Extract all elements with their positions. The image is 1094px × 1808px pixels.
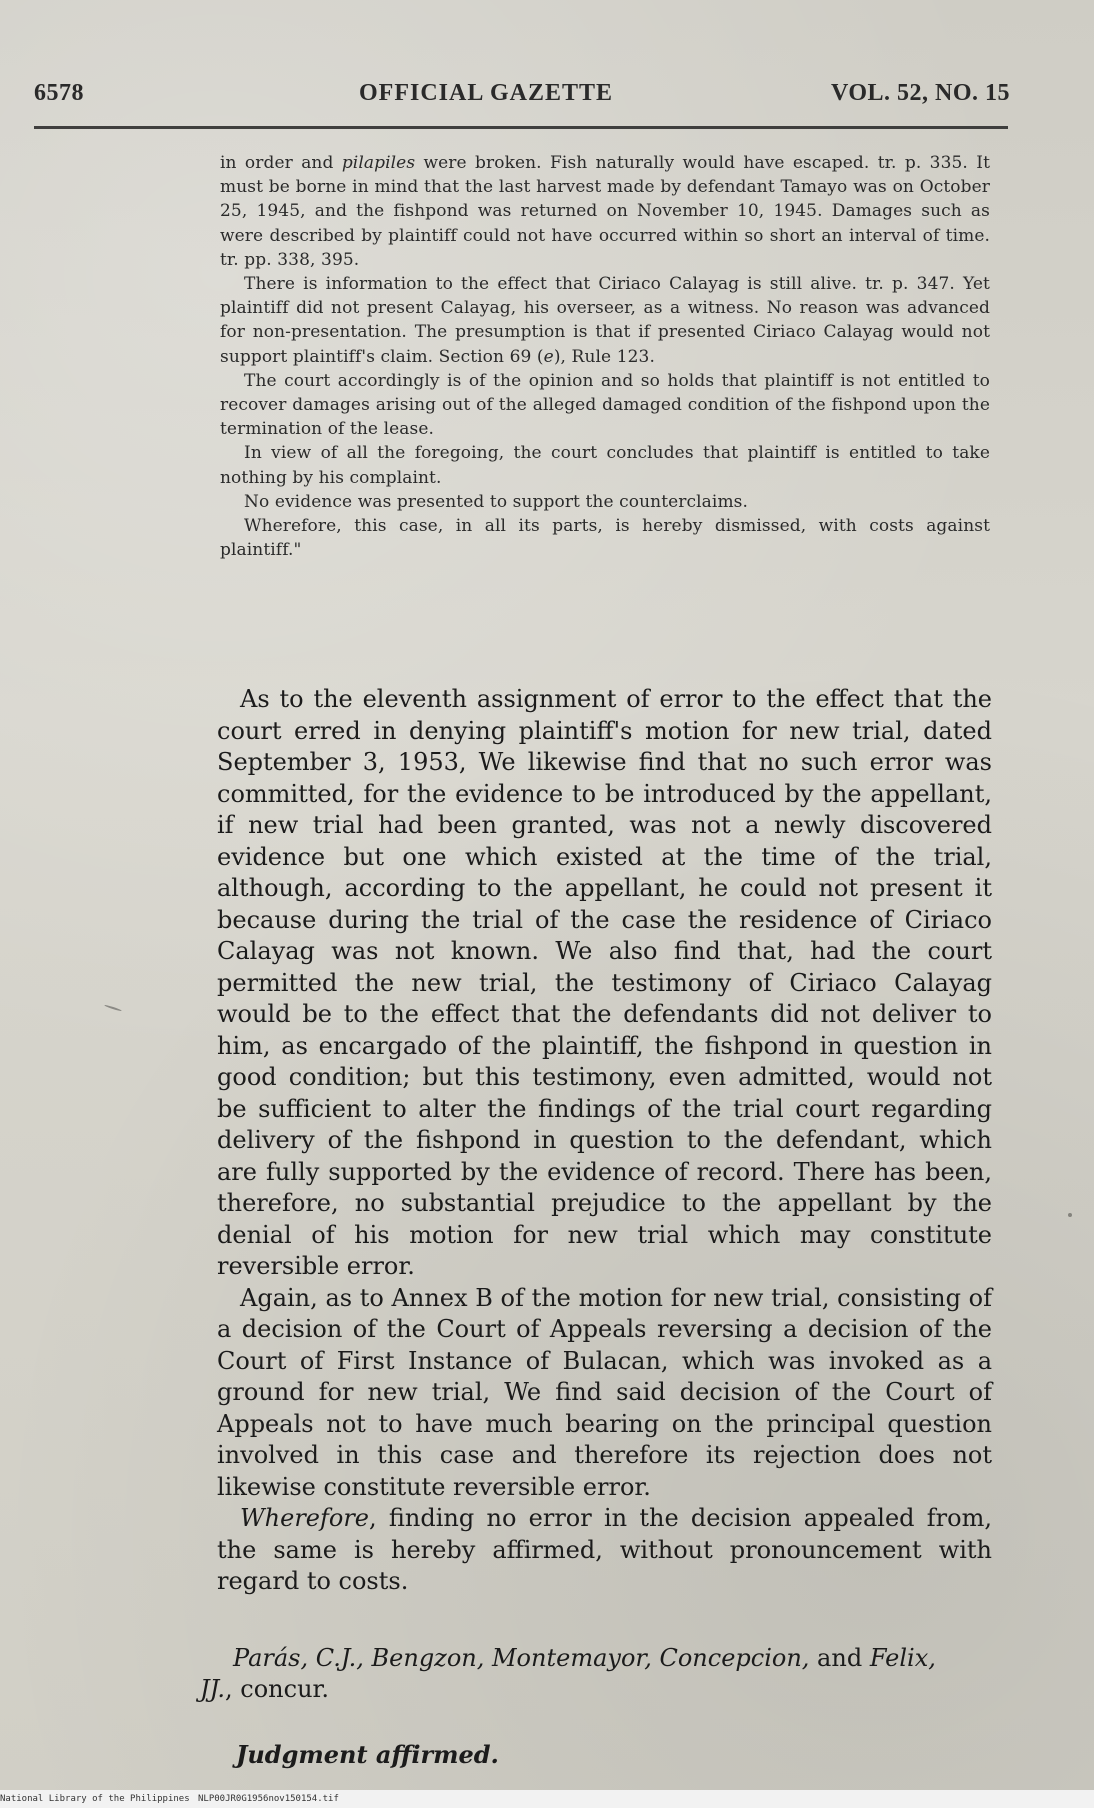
quoted-italic-letter: e: [543, 346, 554, 367]
opinion-paragraph: Again, as to Annex B of the motion for new trial, consisting of a decision of the Court of Appeals reversing a decision of the Court of First Instance of Bulacan, which was invoked as a ground for new trial, We find said decision of the Court of Appeals not to have much bearing on the principal question involved in this case and therefore its rejection does not likewise constitute reversible error.: [217, 1283, 992, 1501]
volume-issue: VOL. 52, NO. 15: [830, 80, 1010, 106]
scan-mark: [1068, 1213, 1072, 1217]
concurring-justices: [200, 1643, 974, 1705]
header-rule: [34, 126, 1008, 129]
quoted-paragraph: In view of all the foregoing, the court concludes that plaintiff is entitled to take nothing by his complaint.: [220, 443, 990, 488]
opinion-body: [217, 684, 992, 1598]
scan-mark: [104, 1004, 122, 1011]
scan-footer: [0, 1790, 1094, 1808]
opinion-paragraph: [217, 1503, 992, 1598]
quoted-paragraph: Wherefore, this case, in all its parts, is hereby dismissed, with costs against plaintiff.": [220, 516, 990, 561]
gazette-title: OFFICIAL GAZETTE: [359, 80, 614, 106]
disposition-text: , finding no error in the decision appealed from, the same is hereby affirmed, without pronouncement with regard to costs.: [217, 1504, 992, 1595]
library-footer-label: National Library of the Philippines: [0, 1794, 190, 1804]
concurrence-connector: and: [809, 1644, 870, 1672]
opinion-paragraph: As to the eleventh assignment of error to the effect that the court erred in denying plaintiff's motion for new trial, dated September 3, 1953, We likewise find that no such error was committed, for the evidence to be introduced by the appellant, if new trial had been granted, was not a newly discovered evidence but one which existed at the time of the trial, although, according to the appellant, he could not present it because during the trial of the case the residence of Ciriaco Calayag was not known. We also find that, had the court permitted the new trial, the testimony of Ciriaco Calayag would be to the effect that the defendants did not deliver to him, as encargado of the plaintiff, the fishpond in question in good condition; but this testimony, even admitted, would not be sufficient to alter the findings of the trial court regarding delivery of the fishpond in question to the defendant, which are fully supported by the evidence of record. There has been, therefore, no substantial prejudice to the appellant by the denial of his motion for new trial which may constitute reversible error.: [217, 685, 992, 1280]
quoted-text: in order and: [220, 153, 342, 173]
quoted-paragraph: [220, 272, 990, 369]
quoted-paragraph: The court accordingly is of the opinion and so holds that plaintiff is not entitled to recover damages arising out of the alleged damaged condition of the fishpond upon the termination of the lease.: [220, 370, 990, 440]
justice-names: Parás, C.J., Bengzon, Montemayor, Concepcion,: [233, 1644, 810, 1672]
page-header: [34, 80, 1010, 120]
quoted-text: There is information to the effect that Ciriaco Calayag is still alive. tr. p. 347. Yet plaintiff did not present Calayag, his overseer, as a witness. No reason was advanced for non-presentation. The presumption is that if presented Ciriaco Calayag would not support plaintiff's claim. Section 69 (: [220, 274, 990, 367]
quoted-text: were broken. Fish naturally would have escaped. tr. p. 335. It must be borne in mind that the last harvest made by defendant Tamayo was on October 25, 1945, and the fishpond was returned on November 10, 1945. Damages such as were described by plaintiff could not have occurred within so short an interval of time. tr. pp. 338, 395.: [220, 153, 990, 270]
justice-names-last: Felix, JJ.: [200, 1644, 936, 1703]
quoted-text: ), Rule 123.: [553, 346, 655, 367]
disposition-italic-word: Wherefore: [240, 1504, 370, 1532]
quoted-trial-court-decision: [220, 151, 990, 562]
concurrence-verb: , concur.: [225, 1675, 329, 1703]
judgment-line: Judgment affirmed.: [236, 1740, 499, 1769]
quoted-paragraph: No evidence was presented to support the counterclaims.: [244, 491, 748, 512]
scan-file-name: NLP00JR0G1956nov150154.tif: [198, 1794, 339, 1804]
quoted-paragraph: [220, 151, 990, 272]
quoted-italic-term: pilapiles: [341, 153, 416, 173]
page-number: 6578: [34, 80, 84, 106]
